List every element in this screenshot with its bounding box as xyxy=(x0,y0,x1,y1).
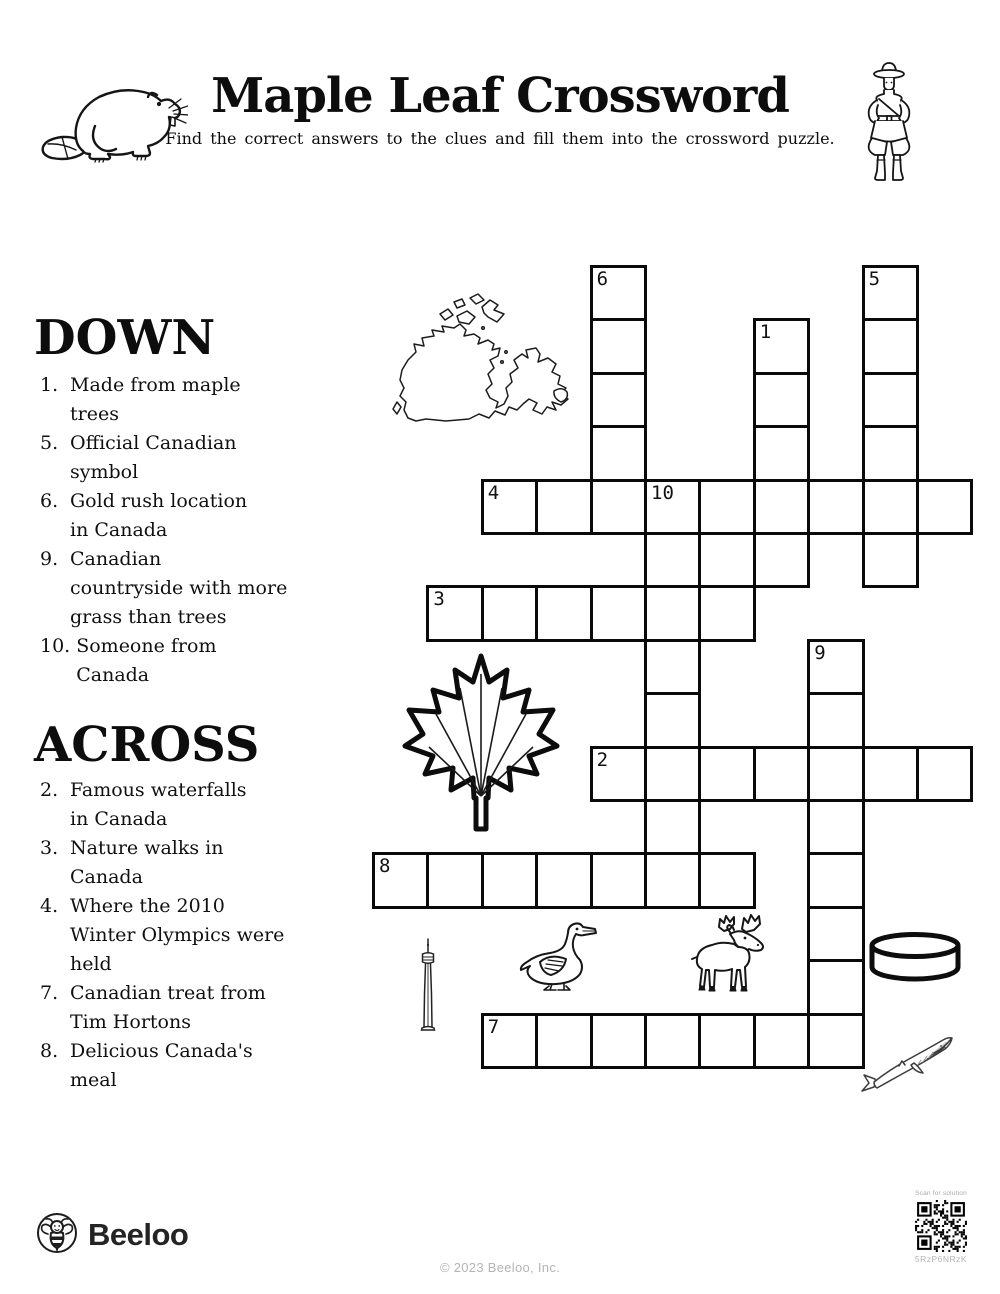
clue-item xyxy=(40,776,370,834)
grid-cell[interactable] xyxy=(698,1013,755,1069)
clue-text: Someone from Canada xyxy=(76,635,217,686)
brand-logo xyxy=(36,1212,188,1258)
grid-cell[interactable] xyxy=(862,425,919,481)
clue-item xyxy=(40,979,370,1037)
grid-cell[interactable] xyxy=(535,852,592,908)
grid-cell[interactable] xyxy=(372,852,429,908)
grid-cell[interactable] xyxy=(807,906,864,962)
clue-text: Delicious Canada's meal xyxy=(70,1040,253,1091)
clue-number: 2. xyxy=(40,779,59,801)
cell-clue-number: 4 xyxy=(487,481,500,504)
cell-clue-number: 5 xyxy=(868,268,881,290)
grid-cell[interactable] xyxy=(698,746,755,802)
grid-cell[interactable] xyxy=(698,479,755,535)
hockey-puck-icon xyxy=(867,931,963,991)
grid-cell[interactable] xyxy=(644,639,701,695)
grid-cell[interactable] xyxy=(807,479,864,535)
brand-name: Beeloo xyxy=(88,1217,189,1252)
grid-cell[interactable] xyxy=(535,585,592,641)
qr-caption: Scan for solution xyxy=(915,1190,967,1197)
grid-cell[interactable] xyxy=(862,265,919,321)
grid-cell[interactable] xyxy=(644,479,701,535)
grid-cell[interactable] xyxy=(590,265,647,321)
clue-item xyxy=(40,834,370,892)
clue-text: Where the 2010 Winter Olympics were held xyxy=(70,895,285,975)
grid-cell[interactable] xyxy=(807,746,864,802)
grid-cell[interactable] xyxy=(862,746,919,802)
clue-number: 7. xyxy=(40,982,59,1004)
grid-cell[interactable] xyxy=(916,746,973,802)
grid-cell[interactable] xyxy=(753,532,810,588)
grid-cell[interactable] xyxy=(481,852,538,908)
clue-item xyxy=(40,545,370,632)
down-clue-list xyxy=(40,371,370,690)
grid-cell[interactable] xyxy=(862,318,919,374)
grid-cell[interactable] xyxy=(644,692,701,748)
grid-cell[interactable] xyxy=(807,959,864,1015)
clue-item xyxy=(40,487,370,545)
cell-clue-number: 10 xyxy=(651,481,674,504)
clue-item xyxy=(40,632,370,690)
cell-clue-number: 8 xyxy=(379,855,391,878)
clue-text: Made from maple trees xyxy=(70,374,241,425)
down-heading: DOWN xyxy=(34,310,216,366)
grid-cell[interactable] xyxy=(807,852,864,908)
cell-clue-number: 3 xyxy=(433,588,445,611)
grid-cell[interactable] xyxy=(807,1013,864,1069)
cell-clue-number: 7 xyxy=(487,1015,500,1038)
grid-cell[interactable] xyxy=(590,1013,647,1069)
mountie-icon xyxy=(860,58,918,194)
bee-logo-icon xyxy=(36,1212,78,1258)
grid-cell[interactable] xyxy=(753,425,810,481)
clue-number: 9. xyxy=(40,548,59,570)
grid-cell[interactable] xyxy=(753,746,810,802)
clue-number: 5. xyxy=(40,432,59,454)
cell-clue-number: 6 xyxy=(596,268,609,290)
grid-cell[interactable] xyxy=(535,1013,592,1069)
clue-number: 4. xyxy=(40,895,59,917)
clue-text: Nature walks in Canada xyxy=(70,837,224,888)
grid-cell[interactable] xyxy=(807,799,864,855)
grid-cell[interactable] xyxy=(590,372,647,428)
grid-cell[interactable] xyxy=(590,746,647,802)
goose-icon xyxy=(518,920,606,998)
cn-tower-icon xyxy=(419,938,437,1038)
clue-text: Gold rush location in Canada xyxy=(70,490,248,541)
grid-cell[interactable] xyxy=(644,532,701,588)
clue-text: Famous waterfalls in Canada xyxy=(70,779,247,830)
whale-icon xyxy=(861,1032,956,1101)
copyright-text: © 2023 Beeloo, Inc. xyxy=(439,1260,561,1275)
grid-cell[interactable] xyxy=(644,585,701,641)
grid-cell[interactable] xyxy=(426,585,483,641)
across-clue-list xyxy=(40,776,370,1095)
grid-cell[interactable] xyxy=(753,372,810,428)
maple-leaf-icon xyxy=(400,650,562,839)
grid-cell[interactable] xyxy=(590,852,647,908)
grid-cell[interactable] xyxy=(590,585,647,641)
clue-item xyxy=(40,371,370,429)
clue-item xyxy=(40,429,370,487)
clue-number: 8. xyxy=(40,1040,59,1062)
page-subtitle: Find the correct answers to the clues and fill them into the crossword puzzle. xyxy=(165,128,835,148)
grid-cell[interactable] xyxy=(481,479,538,535)
cell-clue-number: 2 xyxy=(596,748,609,771)
cell-clue-number: 9 xyxy=(814,641,826,664)
clue-item xyxy=(40,1037,370,1095)
cell-clue-number: 1 xyxy=(759,321,772,344)
grid-cell[interactable] xyxy=(862,479,919,535)
grid-cell[interactable] xyxy=(698,532,755,588)
grid-cell[interactable] xyxy=(644,746,701,802)
clue-item xyxy=(40,892,370,979)
clue-text: Official Canadian symbol xyxy=(70,432,237,483)
grid-cell[interactable] xyxy=(753,1013,810,1069)
grid-cell[interactable] xyxy=(753,479,810,535)
grid-cell[interactable] xyxy=(644,852,701,908)
grid-cell[interactable] xyxy=(481,585,538,641)
grid-cell[interactable] xyxy=(426,852,483,908)
grid-cell[interactable] xyxy=(807,639,864,695)
qr-code xyxy=(915,1200,967,1252)
grid-cell[interactable] xyxy=(590,318,647,374)
page-title: Maple Leaf Crossword xyxy=(211,68,789,124)
across-heading: ACROSS xyxy=(34,717,260,773)
clue-text: Canadian treat from Tim Hortons xyxy=(70,982,266,1033)
grid-cell[interactable] xyxy=(862,532,919,588)
grid-cell[interactable] xyxy=(807,692,864,748)
grid-cell[interactable] xyxy=(753,318,810,374)
clue-text: Canadian countryside with more grass than trees xyxy=(70,548,288,628)
qr-code-text: 5RzP6NRzK xyxy=(914,1254,968,1264)
canada-map-icon xyxy=(386,292,578,454)
clue-number: 3. xyxy=(40,837,59,859)
qr-block xyxy=(905,1190,977,1264)
moose-icon xyxy=(682,914,776,1002)
clue-number: 6. xyxy=(40,490,59,512)
grid-cell[interactable] xyxy=(590,425,647,481)
grid-cell[interactable] xyxy=(916,479,973,535)
grid-cell[interactable] xyxy=(644,1013,701,1069)
clue-number: 1. xyxy=(40,374,59,396)
grid-cell[interactable] xyxy=(644,799,701,855)
grid-cell[interactable] xyxy=(698,852,755,908)
clue-number: 10. xyxy=(40,635,71,657)
grid-cell[interactable] xyxy=(535,479,592,535)
grid-cell[interactable] xyxy=(862,372,919,428)
grid-cell[interactable] xyxy=(590,479,647,535)
grid-cell[interactable] xyxy=(481,1013,538,1069)
grid-cell[interactable] xyxy=(698,585,755,641)
